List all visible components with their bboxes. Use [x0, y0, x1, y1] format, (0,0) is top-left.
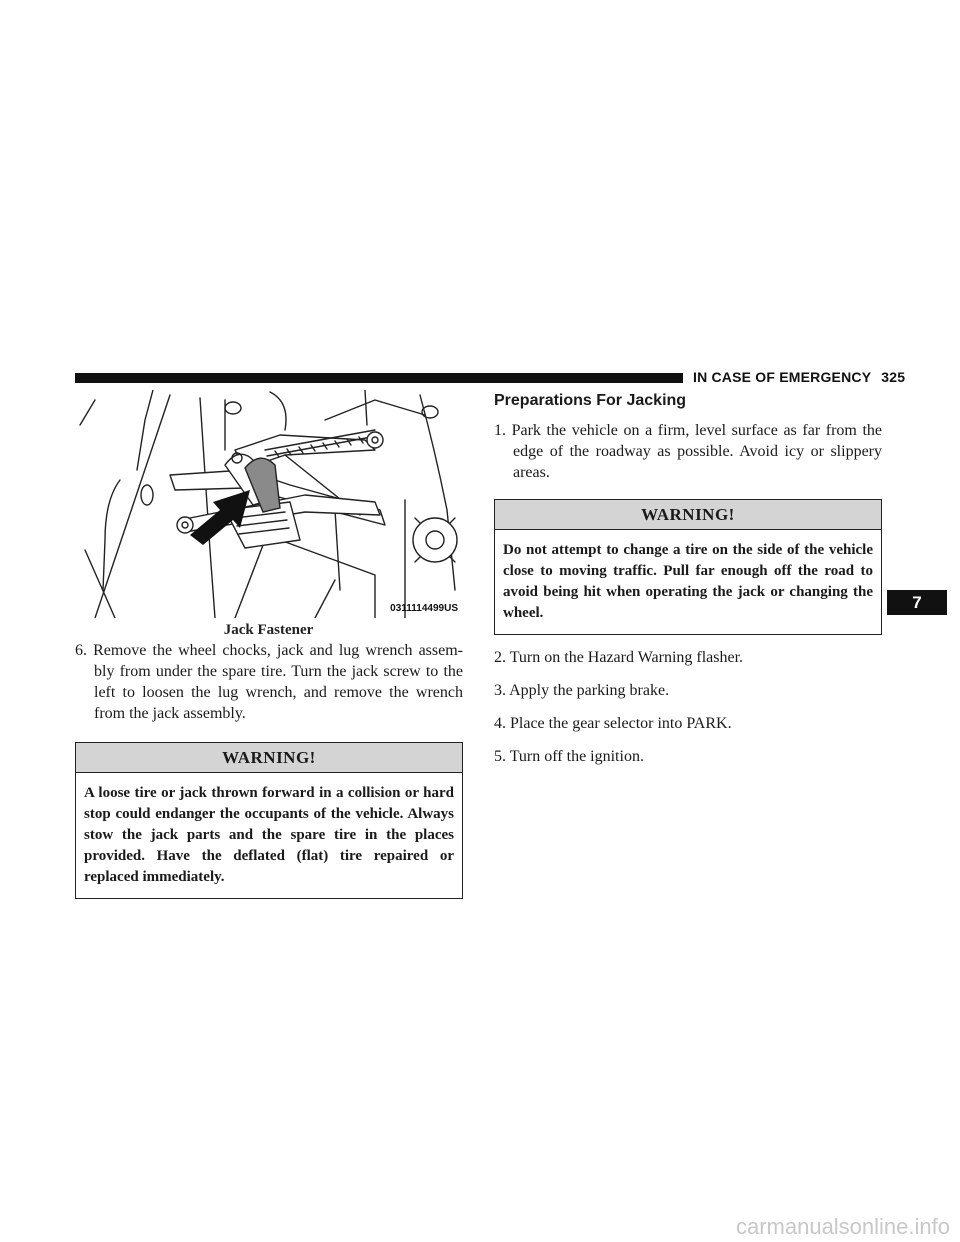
figure-caption: Jack Fastener: [223, 622, 314, 638]
step-4: 4. Place the gear selector into PARK.: [494, 715, 732, 732]
warning-box-right: [494, 499, 882, 635]
page-number: 325: [881, 369, 906, 385]
right-column: [494, 392, 882, 779]
step-6: 6. Remove the wheel chocks, jack and lug wrench assem-bly from under the spare tire. Turn the jack screw to the left to loosen the lug wrench, and remove the wrench from the jack assembly.: [75, 642, 463, 722]
figure-code: 0311114499US: [390, 603, 458, 614]
warning-text: Do not attempt to change a tire on the side of the vehicle close to moving traffic. Pull far enough off the road to avoid being hit when operating the jack or changing the wheel.: [503, 542, 873, 621]
warning-title: WARNING!: [495, 500, 881, 530]
chapter-tab: 7: [887, 590, 947, 615]
step-2: 2. Turn on the Hazard Warning flasher.: [494, 649, 744, 666]
step-1: 1. Park the vehicle on a firm, level surface as far from the edge of the roadway as possible. Avoid icy or slippery areas.: [494, 422, 882, 481]
jack-fastener-illustration: [75, 390, 462, 618]
warning-box-left: [75, 742, 463, 899]
running-header: [693, 369, 905, 385]
left-column: [75, 640, 463, 909]
warning-title: WARNING!: [76, 743, 462, 773]
warning-text: A loose tire or jack thrown forward in a collision or hard stop could endanger the occupants of the vehicle. Always stow the jack parts and the spare tire in the places provided. Have the deflated (flat) tire repaired or replaced immediately.: [84, 785, 454, 885]
step-5: 5. Turn off the ignition.: [494, 748, 644, 765]
header-rule: [75, 373, 683, 383]
section-title: IN CASE OF EMERGENCY: [693, 369, 872, 385]
watermark: carmanualsonline.info: [735, 1214, 950, 1239]
section-heading: Preparations For Jacking: [494, 392, 687, 409]
step-3: 3. Apply the parking brake.: [494, 682, 670, 699]
jack-illustration-drawing: [75, 390, 462, 618]
